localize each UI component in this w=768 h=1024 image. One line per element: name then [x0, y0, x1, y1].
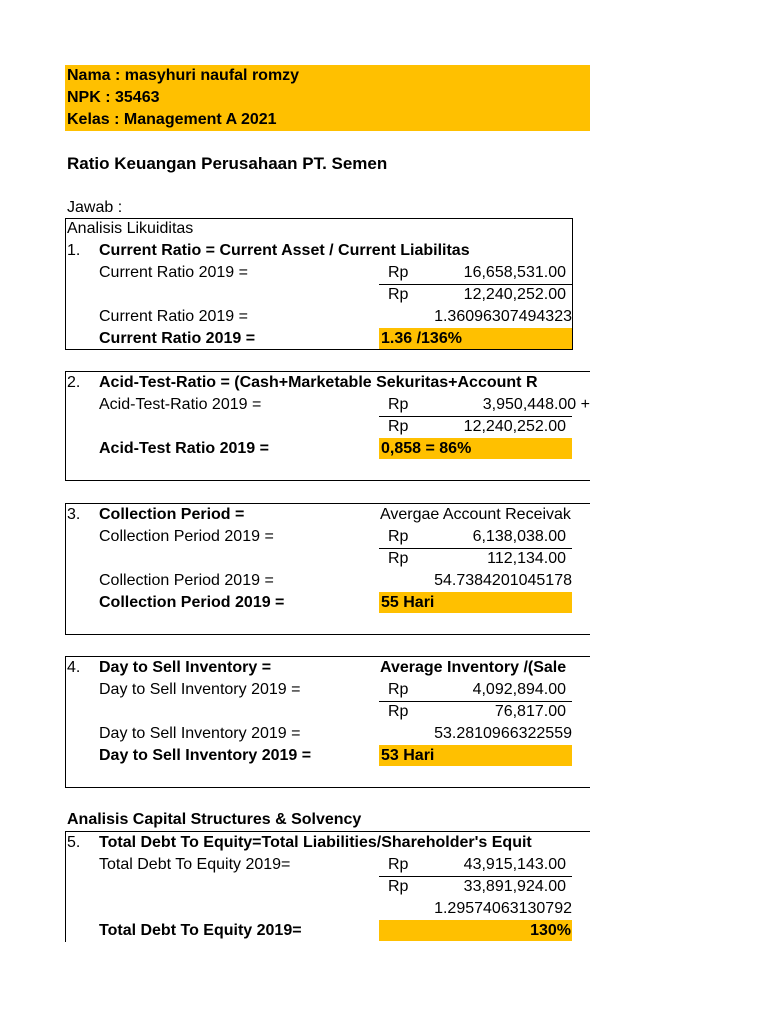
collection-period-number: 3.	[67, 506, 81, 523]
day-to-sell-result: 53 Hari	[381, 747, 435, 764]
debt-equity-label: Total Debt To Equity 2019=	[99, 856, 291, 873]
collection-period-result: 55 Hari	[381, 594, 435, 611]
collection-period-rp-1: Rp	[388, 528, 409, 545]
debt-equity-denominator: 33,891,924.00	[463, 878, 566, 895]
collection-period-numerator: 6,138,038.00	[472, 528, 566, 545]
debt-equity-left-border	[65, 831, 66, 942]
day-to-sell-rp-1: Rp	[388, 681, 409, 698]
debt-equity-heading: Total Debt To Equity=Total Liabilities/Shareholder's Equit	[99, 834, 532, 851]
acid-test-rp-1: Rp	[388, 396, 409, 413]
day-to-sell-formula: Average Inventory /(Sale	[380, 659, 567, 676]
day-to-sell-label: Day to Sell Inventory 2019 =	[99, 681, 301, 698]
current-ratio-label: Current Ratio 2019 =	[99, 264, 248, 281]
day-to-sell-denominator: 76,817.00	[494, 703, 566, 720]
current-ratio-rp-1: Rp	[388, 264, 409, 281]
debt-equity-numerator: 43,915,143.00	[463, 856, 566, 873]
current-ratio-number: 1.	[67, 242, 81, 259]
day-to-sell-heading: Day to Sell Inventory =	[99, 659, 272, 676]
current-ratio-denominator: 12,240,252.00	[463, 286, 566, 303]
current-ratio-heading: Current Ratio = Current Asset / Current Liabilitas	[99, 242, 470, 259]
acid-test-heading: Acid-Test-Ratio = (Cash+Marketable Sekuritas+Account R	[99, 374, 538, 391]
debt-equity-rp-2: Rp	[388, 878, 409, 895]
debt-equity-top-border	[65, 831, 590, 832]
day-to-sell-calc-label: Day to Sell Inventory 2019 =	[99, 725, 301, 742]
current-ratio-calc-value: 1.36096307494323	[434, 308, 572, 325]
debt-equity-result: 130%	[530, 922, 571, 939]
acid-test-number: 2.	[67, 374, 81, 391]
collection-period-denominator: 112,134.00	[487, 550, 566, 567]
day-to-sell-result-label: Day to Sell Inventory 2019 =	[99, 747, 312, 764]
collection-period-label: Collection Period 2019 =	[99, 528, 274, 545]
collection-period-rp-2: Rp	[388, 550, 409, 567]
acid-test-rp-2: Rp	[388, 418, 409, 435]
day-to-sell-numerator: 4,092,894.00	[472, 681, 566, 698]
acid-test-result: 0,858 = 86%	[381, 440, 472, 457]
acid-test-label: Acid-Test-Ratio 2019 =	[99, 396, 262, 413]
collection-period-calc-label: Collection Period 2019 =	[99, 572, 274, 589]
student-name: Nama : masyhuri naufal romzy	[67, 67, 300, 84]
current-ratio-rp-2: Rp	[388, 286, 409, 303]
day-to-sell-calc-value: 53.2810966322559	[434, 725, 572, 742]
current-ratio-result: 1.36 /136%	[381, 330, 462, 347]
student-npk: NPK : 35463	[67, 89, 160, 106]
acid-test-result-label: Acid-Test Ratio 2019 =	[99, 440, 269, 457]
current-ratio-calc-label: Current Ratio 2019 =	[99, 308, 248, 325]
page-title: Ratio Keuangan Perusahaan PT. Semen	[67, 154, 388, 173]
collection-period-result-label: Collection Period 2019 =	[99, 594, 285, 611]
jawab-label: Jawab :	[67, 199, 123, 216]
day-to-sell-number: 4.	[67, 659, 81, 676]
section-solvency-title: Analisis Capital Structures & Solvency	[67, 811, 362, 828]
acid-test-numerator: 3,950,448.00 +	[482, 396, 590, 413]
current-ratio-result-label: Current Ratio 2019 =	[99, 330, 256, 347]
debt-equity-result-label: Total Debt To Equity 2019=	[99, 922, 302, 939]
debt-equity-number: 5.	[67, 834, 81, 851]
section-likuiditas-title: Analisis Likuiditas	[67, 220, 194, 237]
acid-test-denominator: 12,240,252.00	[463, 418, 566, 435]
student-class: Kelas : Management A 2021	[67, 111, 277, 128]
debt-equity-calc-value: 1.29574063130792	[434, 900, 572, 917]
debt-equity-rp-1: Rp	[388, 856, 409, 873]
day-to-sell-rp-2: Rp	[388, 703, 409, 720]
collection-period-calc-value: 54.7384201045178	[434, 572, 572, 589]
current-ratio-numerator: 16,658,531.00	[463, 264, 566, 281]
collection-period-formula: Avergae Account Receivak	[380, 506, 571, 523]
collection-period-heading: Collection Period =	[99, 506, 245, 523]
